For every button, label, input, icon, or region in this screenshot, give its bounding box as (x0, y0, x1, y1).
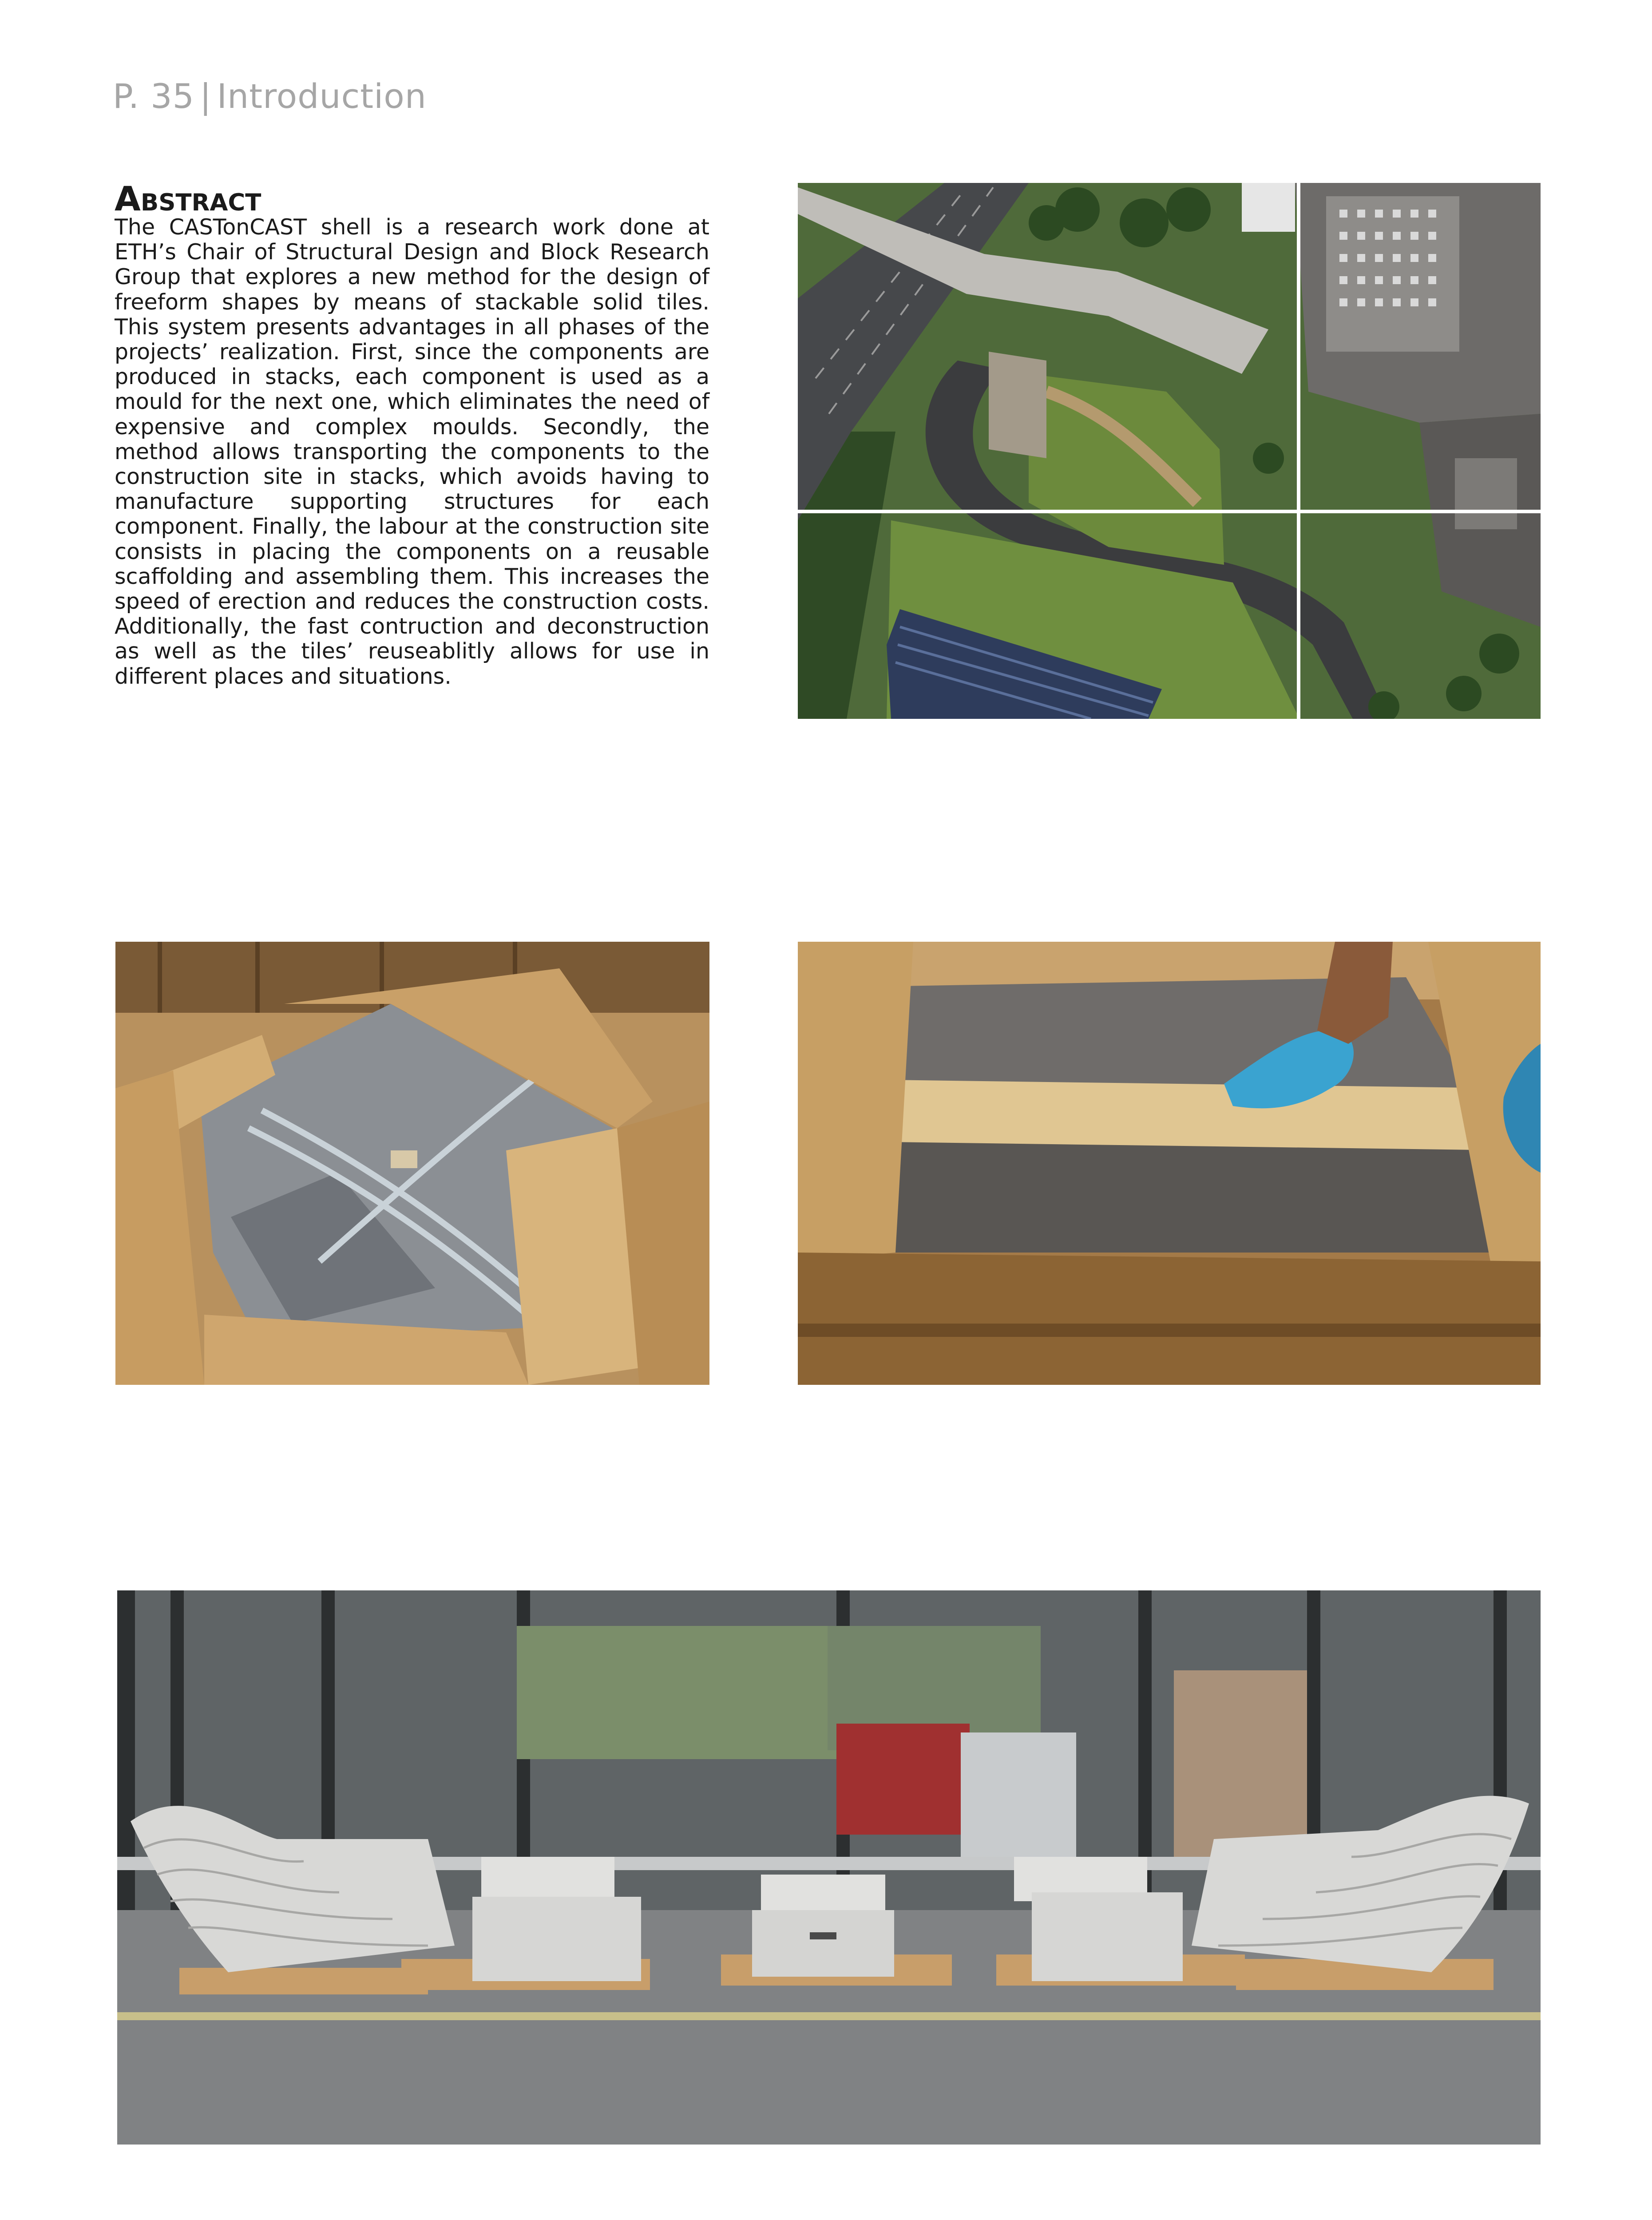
abstract-body: The CASTonCAST shell is a research work done at ETH’s Chair of Structural Design and Block Research Group that explores a new method for the design of freeform shapes by means of stackable solid tiles. This system presents advantages in all phases of the projects’ realization. First, since the components are produced in stacks, each component is used as a mould for the next one, which eliminates the need of expensive and complex moulds. Secondly, the method allows transporting the components to the construction site in stacks, which avoids having to manufacture supporting structures for each component. Finally, the labour at the construction site consists in placing the components on a reusable scaffolding and assembling them. This increases the speed of erection and reduces the construction costs. Additionally, the fast contruction and deconstruction as well as the tiles’ reuseablitly allows for use in different places and situations. (115, 214, 709, 689)
abstract-block (115, 179, 709, 689)
header-separator: | (200, 76, 212, 116)
aerial-site-photo (798, 183, 1541, 719)
abstract-heading: Abstract (115, 179, 261, 218)
page-number: P. 35 (113, 76, 195, 116)
mould-box-photo (115, 942, 709, 1385)
concrete-pouring-photo (798, 942, 1541, 1385)
shell-components-photo (117, 1590, 1541, 2145)
page-header (113, 76, 427, 116)
section-title: Introduction (217, 76, 427, 116)
